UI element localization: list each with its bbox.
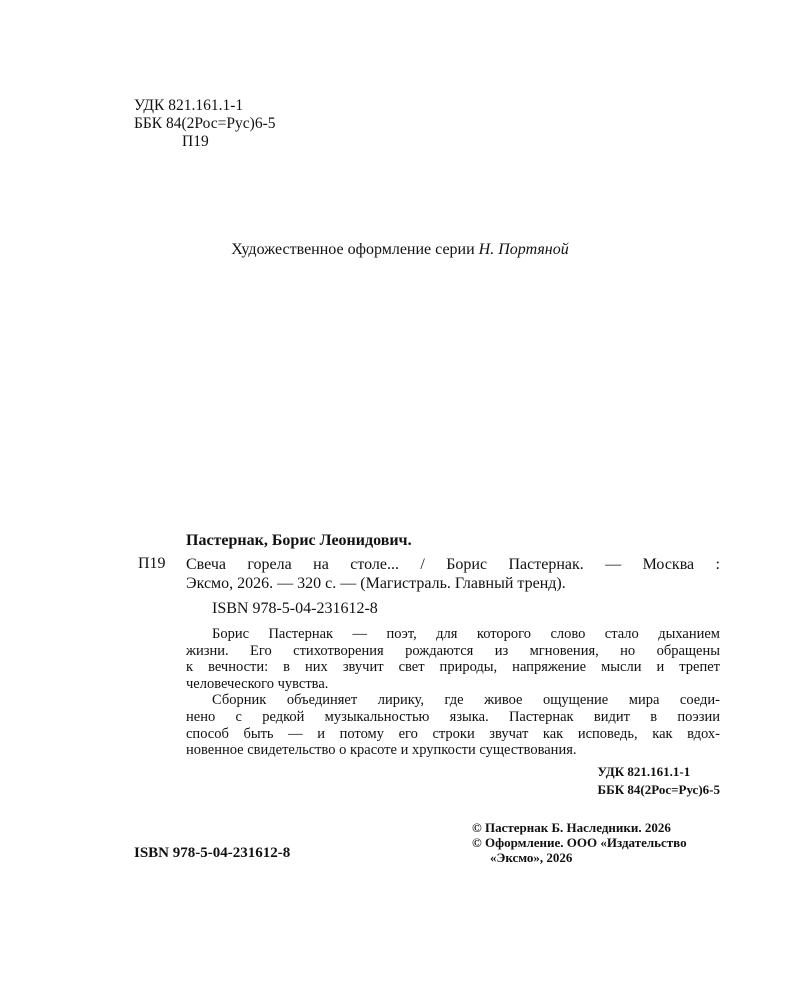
catalog-isbn: ISBN 978-5-04-231612-8	[212, 600, 378, 617]
copyright-line: © Пастернак Б. Наследники. 2026	[472, 820, 671, 835]
annotation-line: Сборник объединяет лирику, где живое ощущение мира соеди-	[212, 692, 720, 709]
copyright-line: «Эксмо», 2026	[490, 850, 573, 865]
udk-code: УДК 821.161.1-1	[134, 97, 244, 114]
design-credit-text: Художественное оформление серии	[231, 241, 475, 258]
copyright-block	[472, 820, 687, 865]
catalog-author-heading: Пастернак, Борис Леонидович.	[186, 532, 412, 549]
annotation-line: нено с редкой музыкальностью языка. Пастернак видит в поэзии	[186, 708, 720, 725]
top-classification-block	[134, 97, 276, 151]
catalog-description-line: Свеча горела на столе... / Борис Пастернак. — Москва :	[186, 556, 720, 573]
bottom-classification-block	[598, 763, 720, 799]
annotation-paragraph	[186, 692, 720, 758]
catalog-description-line: Эксмо, 2026. — 320 с. — (Магистраль. Главный тренд).	[186, 575, 566, 592]
designer-name: Н. Портяной	[478, 241, 569, 258]
design-credit	[0, 241, 800, 259]
annotation-line: Борис Пастернак — поэт, для которого слово стало дыханием	[212, 626, 720, 642]
annotation-line: человеческого чувства.	[186, 675, 329, 692]
annotation-line: жизни. Его стихотворения рождаются из мгновения, но обращены	[186, 642, 720, 659]
annotation-paragraph	[186, 626, 720, 692]
annotation-line: к вечности: в них звучит свет природы, напряжение мысли и трепет	[186, 659, 720, 676]
annotation	[186, 626, 720, 759]
bbk-code: ББК 84(2Рос=Рус)6-5	[134, 115, 276, 132]
catalog-author-mark: П19	[138, 555, 166, 572]
bbk-code: ББК 84(2Рос=Рус)6-5	[597, 782, 720, 797]
isbn-main: ISBN 978-5-04-231612-8	[134, 845, 291, 861]
catalog-description	[186, 555, 720, 593]
annotation-line: способ быть — и потому его строки звучат как исповедь, как вдох-	[186, 725, 720, 742]
author-mark: П19	[182, 133, 209, 150]
copyright-line: © Оформление. ООО «Издательство	[472, 835, 687, 850]
udk-code: УДК 821.161.1-1	[597, 764, 691, 779]
annotation-line: новенное свидетельство о красоте и хрупкости существования.	[186, 742, 577, 759]
